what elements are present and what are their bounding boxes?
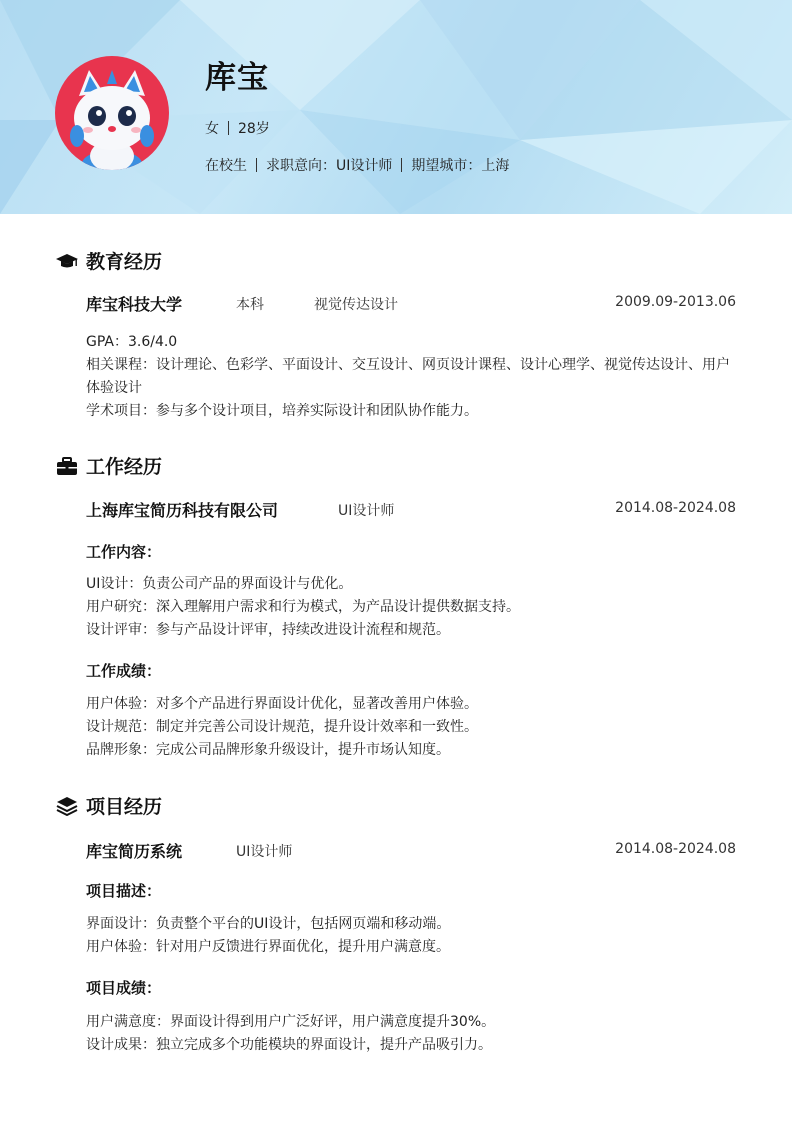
project-achievement-label: 项目成绩： [86, 979, 162, 997]
work-title-text: 工作经历 [86, 456, 163, 478]
briefcase-icon [56, 456, 78, 476]
divider [401, 158, 402, 172]
profile-header [0, 0, 792, 214]
basic-info [205, 118, 270, 138]
education-date: 2009.09-2013.06 [615, 294, 736, 310]
avatar [55, 56, 169, 170]
expected-city: 期望城市：上海 [411, 158, 510, 174]
work-achievement-line: 用户体验：对多个产品进行界面设计优化，显著改善用户体验。 [86, 696, 478, 712]
profile-name: 库宝 [205, 60, 269, 96]
education-line: 相关课程：设计理论、色彩学、平面设计、交互设计、网页设计课程、设计心理学、视觉传达设计、用户 [86, 357, 730, 373]
work-achievement-line: 品牌形象：完成公司品牌形象升级设计，提升市场认知度。 [86, 742, 450, 758]
project-name: 库宝简历系统 [86, 842, 183, 861]
project-date: 2014.08-2024.08 [615, 841, 736, 857]
work-section-title [56, 452, 162, 479]
project-title-text: 项目经历 [86, 796, 163, 818]
layers-icon [56, 796, 78, 816]
education-line: 学术项目：参与多个设计项目，培养实际设计和团队协作能力。 [86, 403, 478, 419]
work-achievement-line: 设计规范：制定并完善公司设计规范，提升设计效率和一致性。 [86, 719, 478, 735]
work-role: UI设计师 [338, 503, 395, 519]
work-date: 2014.08-2024.08 [615, 500, 736, 516]
work-achievements [86, 693, 736, 762]
job-intent: 求职意向：UI设计师 [266, 158, 393, 174]
divider [256, 158, 257, 172]
project-desc-line: 界面设计：负责整个平台的UI设计，包括网页端和移动端。 [86, 916, 451, 932]
degree: 本科 [236, 297, 264, 313]
education-header-row [86, 292, 736, 314]
education-line: GPA：3.6/4.0 [86, 334, 178, 350]
project-section-title [56, 792, 162, 819]
project-achievement-line: 设计成果：独立完成多个功能模块的界面设计，提升产品吸引力。 [86, 1037, 492, 1053]
project-desc [86, 913, 736, 959]
project-header-row [86, 839, 736, 861]
project-achievements [86, 1011, 736, 1057]
project-role: UI设计师 [236, 844, 293, 860]
gender: 女 [205, 121, 219, 137]
school-name: 库宝科技大学 [86, 295, 183, 314]
work-content-line: 设计评审：参与产品设计评审，持续改进设计流程和规范。 [86, 622, 450, 638]
status: 在校生 [205, 158, 247, 174]
graduation-cap-icon [56, 251, 78, 271]
mascot-avatar-icon [55, 56, 169, 170]
work-achievement-label: 工作成绩： [86, 662, 162, 680]
project-desc-label: 项目描述： [86, 882, 162, 900]
work-content-label: 工作内容： [86, 543, 162, 561]
education-details [86, 331, 736, 423]
divider [228, 121, 229, 135]
job-info [205, 155, 509, 175]
major: 视觉传达设计 [314, 297, 398, 313]
education-title-text: 教育经历 [86, 251, 163, 273]
company-name: 上海库宝简历科技有限公司 [86, 501, 279, 520]
project-achievement-line: 用户满意度：界面设计得到用户广泛好评，用户满意度提升30%。 [86, 1014, 496, 1030]
work-content [86, 573, 736, 642]
education-line: 体验设计 [86, 380, 142, 396]
education-section-title [56, 247, 162, 274]
project-desc-line: 用户体验：针对用户反馈进行界面优化，提升用户满意度。 [86, 939, 450, 955]
work-content-line: UI设计：负责公司产品的界面设计与优化。 [86, 576, 353, 592]
work-header-row [86, 498, 736, 520]
age: 28岁 [238, 121, 270, 137]
work-content-line: 用户研究：深入理解用户需求和行为模式，为产品设计提供数据支持。 [86, 599, 520, 615]
